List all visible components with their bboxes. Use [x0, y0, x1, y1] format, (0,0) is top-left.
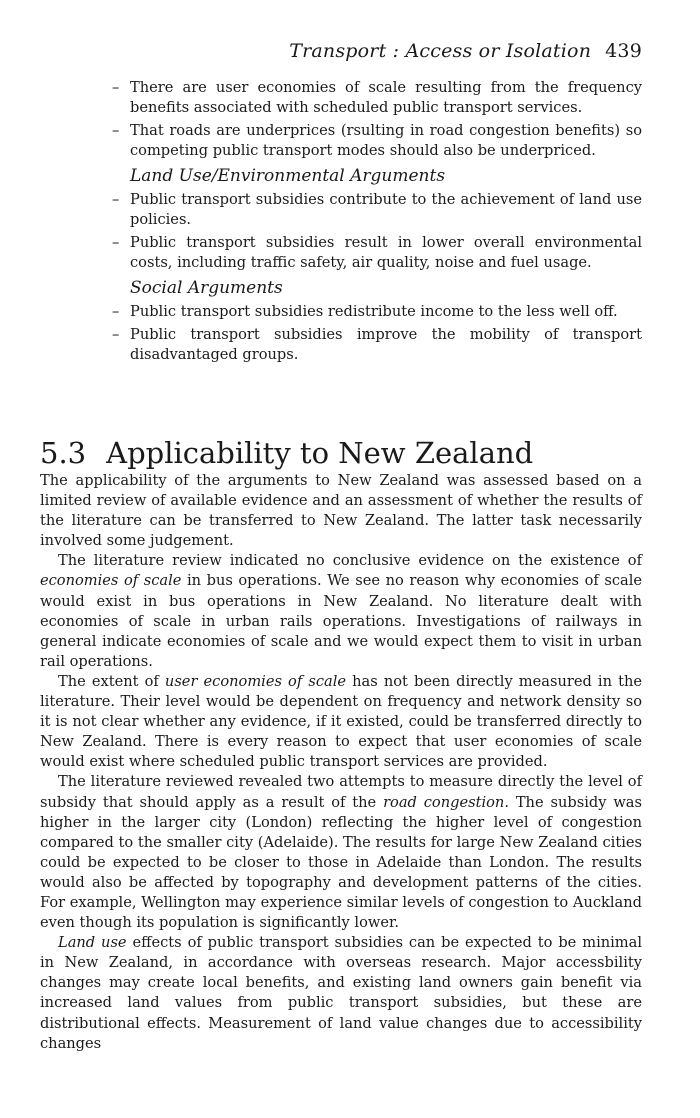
running-header-title: Transport : Access or Isolation	[289, 40, 592, 62]
section-heading	[40, 436, 533, 470]
paragraph: The literature review indicated no conclusive evidence on the existence of economies of scale in bus operations. We see no reason why economies of scale would exist in bus operations in New Zealand. No literature dealt with economies of scale in urban rails operations. Investigations of railways in general indicate economies of scale and we would expect them to visit in urban rail operations.	[40, 552, 642, 670]
subheading-land-use: Land Use/Environmental Arguments	[130, 166, 446, 186]
list-item: – There are user economies of scale resulting from the frequency benefits associated with scheduled public transport services.	[112, 79, 642, 116]
section-body	[40, 471, 642, 1054]
paragraph: The extent of user economies of scale has not been directly measured in the literature. Their level would be dependent on frequency and network density so it is not clear whether any evidence, if it existed, could be transferred directly to New Zealand. There is every reason to expect that user economies of scale would exist where scheduled public transport services are provided.	[40, 672, 643, 771]
section-title: Applicability to New Zealand	[106, 436, 534, 470]
list-item: – That roads are underprices (rsulting in road congestion benefits) so competing public transport modes should also be underpriced.	[112, 122, 642, 159]
paragraph: Land use effects of public transport subsidies can be expected to be minimal in New Zealand, in accordance with overseas research. Major accessbility changes may create local benefits, and existing land owners gain benefit via increased land values from public transport subsidies, but these are distributional effects. Measurement of land value changes due to accessibility changes	[40, 934, 643, 1052]
subheading-social: Social Arguments	[130, 278, 283, 298]
list-item: – Public transport subsidies improve the mobility of transport disadvantaged groups.	[112, 326, 642, 363]
argument-list	[112, 78, 642, 368]
section-number: 5.3	[40, 436, 87, 470]
page-number: 439	[605, 40, 642, 62]
paragraph: The applicability of the arguments to New Zealand was assessed based on a limited review of available evidence and an assessment of whether the results of the literature can be transferred to New Zealand. The latter task necessarily involved some judgement.	[40, 472, 642, 550]
list-item: – Public transport subsidies redistribute income to the less well off.	[112, 303, 618, 320]
running-header	[289, 40, 642, 62]
list-item: – Public transport subsidies result in lower overall environmental costs, including traffic safety, air quality, noise and fuel usage.	[112, 234, 642, 271]
list-item: – Public transport subsidies contribute to the achievement of land use policies.	[112, 191, 642, 228]
paragraph: The literature reviewed revealed two attempts to measure directly the level of subsidy that should apply as a result of the road congestion. The subsidy was higher in the larger city (London) reflecting the higher level of congestion compared to the smaller city (Adelaide). The results for large New Zealand cities could be expected to be closer to those in Adelaide than London. The results would also be affected by topography and development patterns of the cities. For example, Wellington may experience similar levels of congestion to Auckland even though its population is significantly lower.	[40, 773, 642, 932]
